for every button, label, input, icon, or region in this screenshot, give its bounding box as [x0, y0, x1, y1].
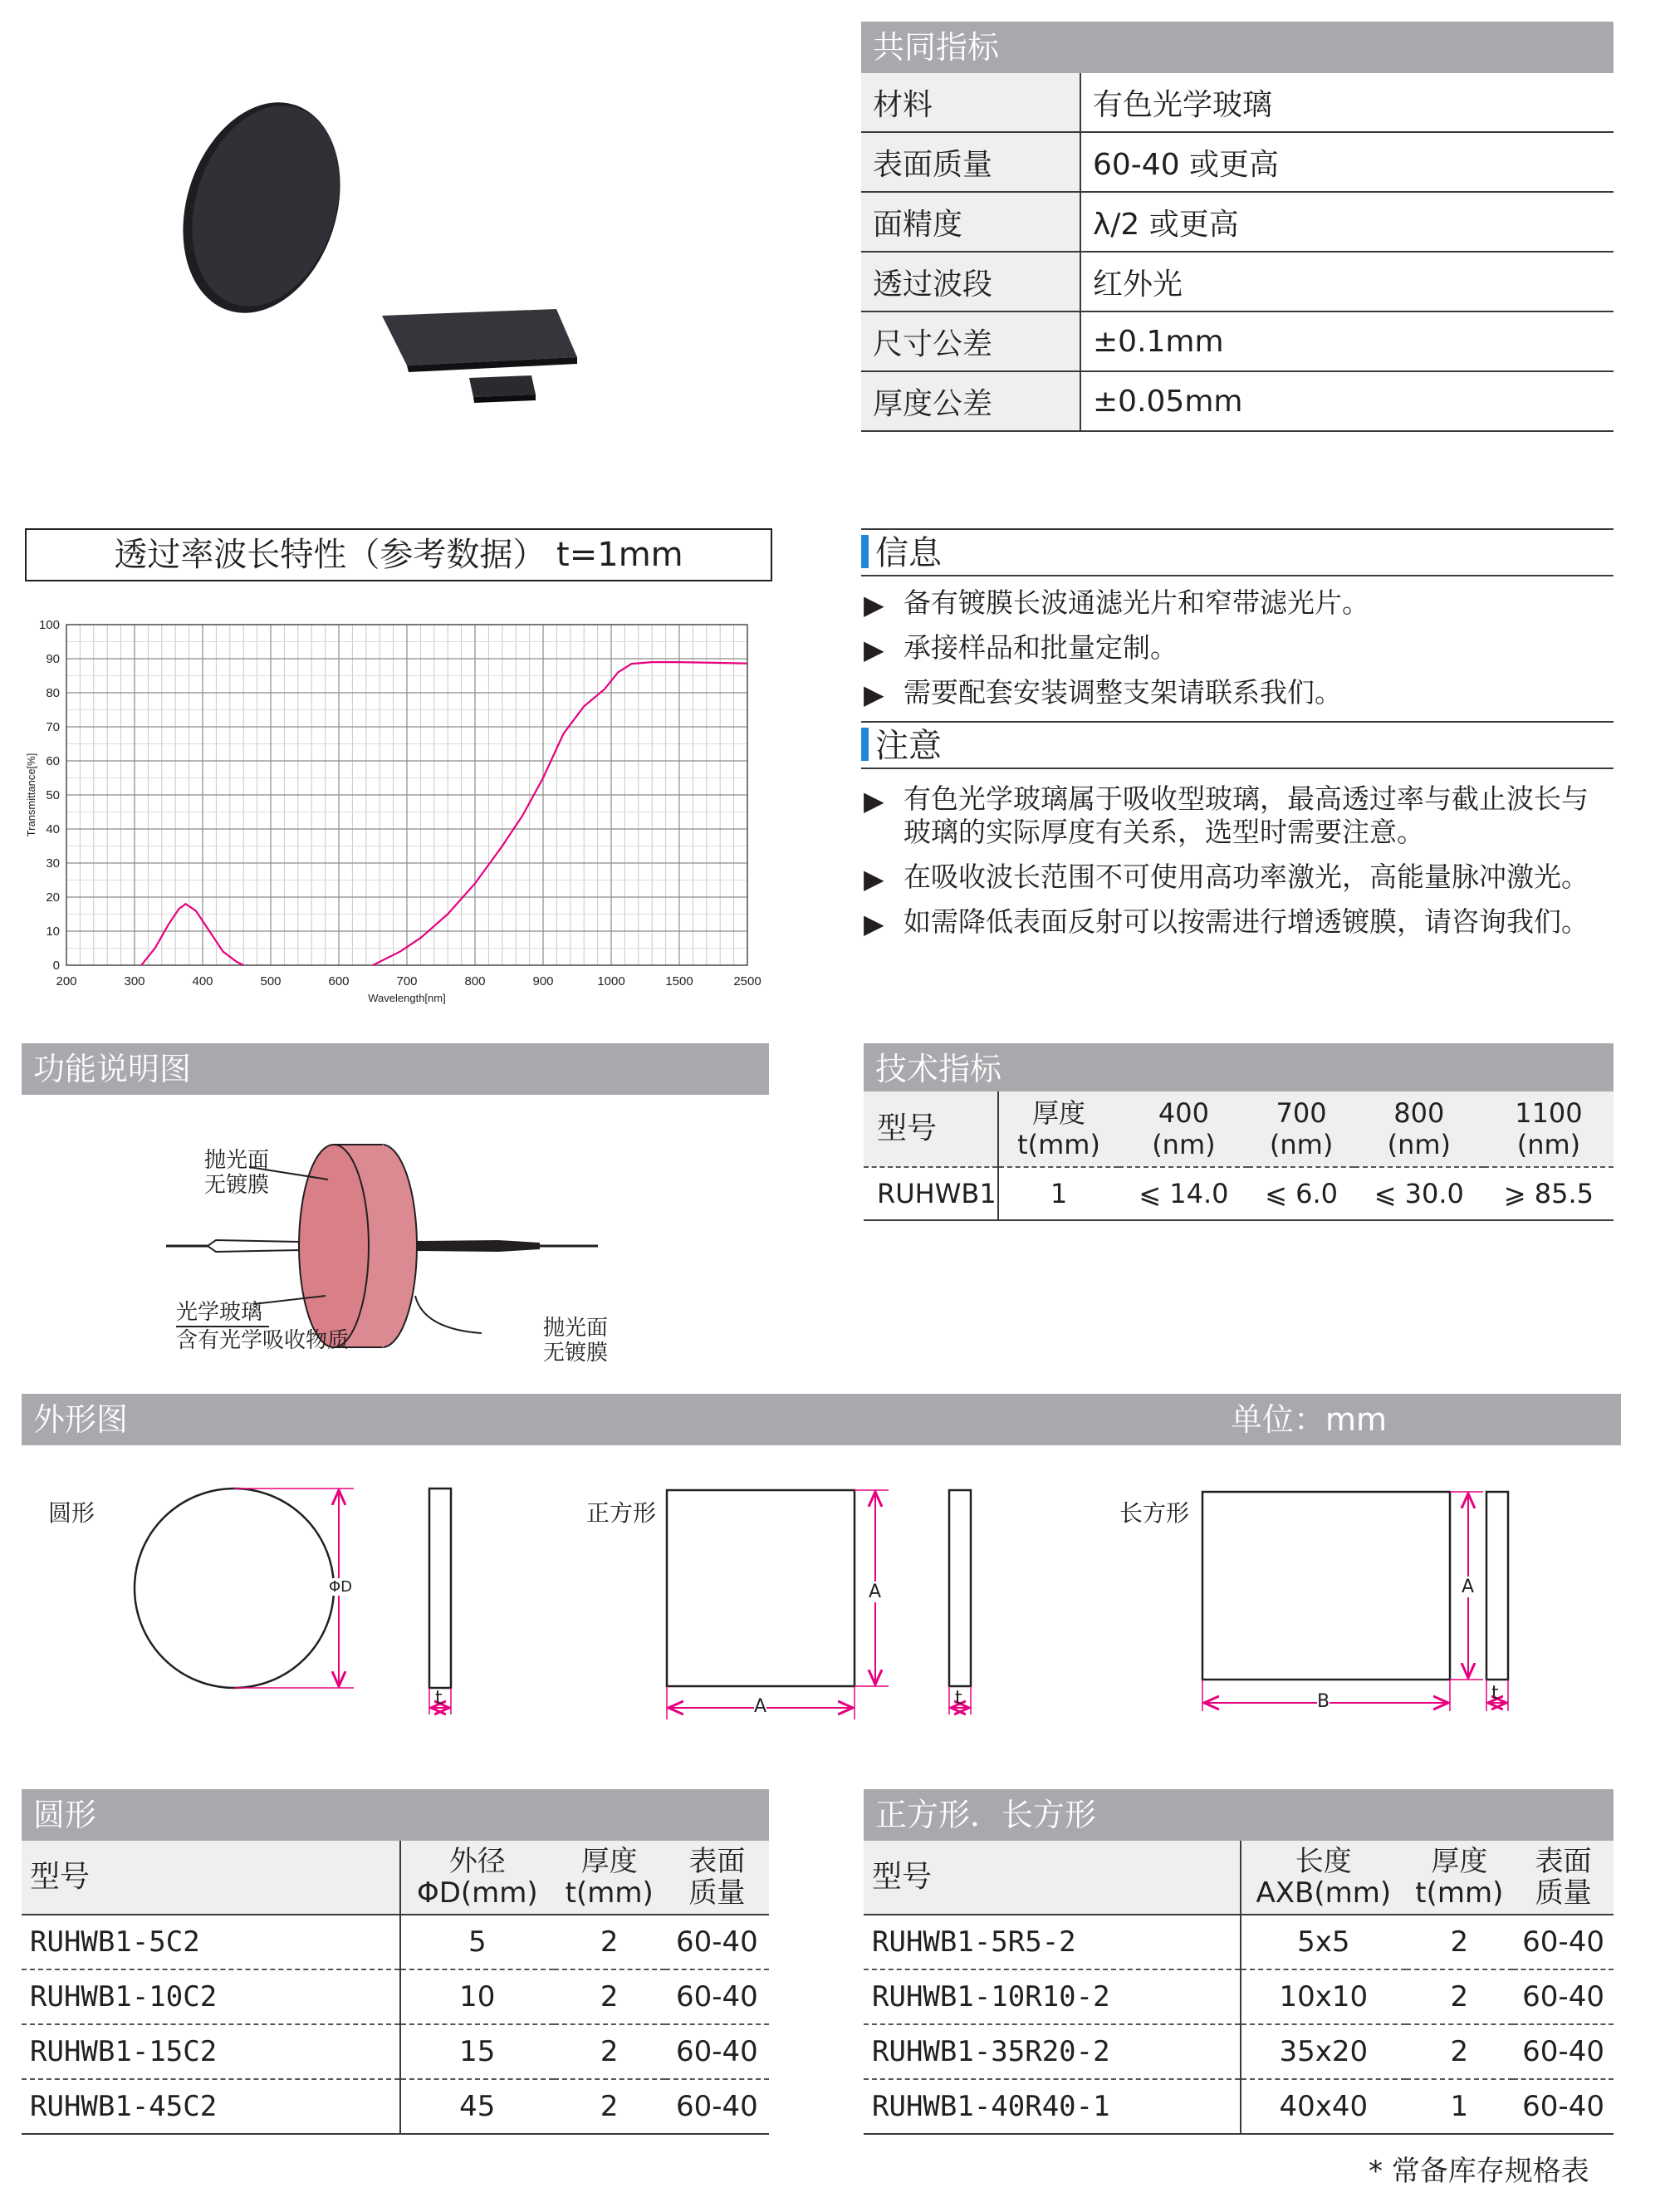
y-tick-label: 70 — [46, 720, 60, 734]
list-item — [864, 586, 1611, 620]
triangle-bullet-icon: ▶ — [864, 679, 884, 710]
note-text: 如需降低表面反射可以按需进行增透镀膜，请咨询我们。 — [904, 905, 1589, 938]
y-tick-label: 20 — [46, 890, 60, 905]
model-cell: RUHWB1-5R5-2 — [864, 1915, 1241, 1969]
x-tick-label: 500 — [260, 974, 282, 988]
spec-row — [861, 192, 1614, 252]
cell: 60-40 — [1513, 1969, 1614, 2024]
cell: 5 — [400, 1915, 554, 1969]
tech-table — [864, 1091, 1614, 1221]
cell: 15 — [400, 2024, 554, 2079]
note-text: 在吸收波长范围不可使用高功率激光，高能量脉冲激光。 — [904, 861, 1589, 893]
label-line: 抛光面 — [204, 1148, 270, 1173]
tech-cell: RUHWB1 — [864, 1167, 998, 1220]
x-tick-label: 200 — [56, 974, 77, 988]
x-tick-label: 400 — [192, 974, 213, 988]
cell: 2 — [1406, 1915, 1514, 1969]
col-header: 外径 ΦD(mm) — [400, 1841, 554, 1915]
function-title: 功能说明图 — [22, 1043, 769, 1095]
cell: 1 — [1406, 2079, 1514, 2134]
cell: 2 — [554, 2079, 665, 2134]
table-row — [864, 1969, 1614, 2024]
info-text: 需要配套安装调整支架请联系我们。 — [904, 676, 1342, 709]
dim-b-label: B — [1317, 1691, 1330, 1712]
rect-table — [864, 1841, 1614, 2135]
rect-table-title: 正方形．长方形 — [864, 1789, 1614, 1841]
cell: 60-40 — [1513, 2079, 1614, 2134]
table-row — [22, 1969, 769, 2024]
square-label: 正方形 — [586, 1499, 657, 1527]
list-item — [864, 861, 1611, 894]
cell: 60-40 — [665, 2079, 769, 2134]
list-item — [864, 676, 1611, 709]
dim-a-label: A — [754, 1696, 767, 1717]
spec-value: ±0.05mm — [1080, 371, 1614, 431]
cell: 40x40 — [1241, 2079, 1406, 2134]
tech-cell: ⩽ 6.0 — [1248, 1167, 1354, 1220]
spec-value: 60-40 或更高 — [1080, 132, 1614, 192]
spec-row — [861, 371, 1614, 431]
table-row — [22, 1915, 769, 1969]
y-tick-label: 60 — [46, 754, 60, 768]
y-tick-label: 50 — [46, 788, 60, 802]
cell: 60-40 — [665, 1969, 769, 2024]
y-tick-label: 40 — [46, 822, 60, 836]
info-title: 信息 — [875, 534, 942, 572]
cell: 45 — [400, 2079, 554, 2134]
cell: 2 — [1406, 1969, 1514, 2024]
cell: 60-40 — [1513, 1915, 1614, 1969]
tech-cell: ⩽ 30.0 — [1354, 1167, 1484, 1220]
label-left — [176, 1299, 349, 1354]
cell: 2 — [554, 2024, 665, 2079]
cell: 5x5 — [1241, 1915, 1406, 1969]
model-cell: RUHWB1-45C2 — [22, 2079, 400, 2134]
table-row — [864, 2079, 1614, 2134]
y-tick-label: 30 — [46, 856, 60, 871]
heading-marker — [861, 535, 869, 568]
x-tick-label: 600 — [328, 974, 350, 988]
info-heading — [861, 528, 1614, 576]
triangle-bullet-icon: ▶ — [864, 785, 884, 817]
notes-list — [864, 782, 1611, 950]
label-line: 无镀膜 — [543, 1341, 609, 1366]
spec-row — [861, 252, 1614, 311]
col-header: 表面 质量 — [1513, 1841, 1614, 1915]
tech-cell: ⩾ 85.5 — [1484, 1167, 1614, 1220]
x-tick-label: 900 — [532, 974, 554, 988]
spec-value: 有色光学玻璃 — [1080, 73, 1614, 132]
cell: 2 — [554, 1969, 665, 2024]
cell: 2 — [554, 1915, 665, 1969]
col-header: 厚度 t(mm) — [1406, 1841, 1514, 1915]
transmittance-chart — [17, 606, 772, 1013]
spec-key: 厚度公差 — [861, 371, 1080, 431]
x-tick-label: 1500 — [665, 974, 693, 988]
cell: 10x10 — [1241, 1969, 1406, 2024]
y-tick-label: 100 — [38, 618, 60, 632]
spec-row — [861, 311, 1614, 371]
spec-value: 红外光 — [1080, 252, 1614, 311]
notes-title: 注意 — [875, 727, 942, 765]
tech-title: 技术指标 — [864, 1043, 1614, 1091]
dim-t-label: t — [435, 1688, 443, 1709]
x-tick-label: 2500 — [733, 974, 761, 988]
y-axis-label: Transmittance[%] — [25, 753, 37, 837]
spec-key: 尺寸公差 — [861, 311, 1080, 371]
y-tick-label: 10 — [46, 925, 60, 939]
notes-heading — [861, 721, 1614, 769]
list-item — [864, 631, 1611, 665]
y-tick-label: 0 — [52, 959, 60, 973]
col-header: 厚度 t(mm) — [554, 1841, 665, 1915]
x-tick-label: 1000 — [597, 974, 625, 988]
heading-marker — [861, 728, 869, 761]
dim-t-label: t — [1491, 1683, 1499, 1704]
x-tick-label: 700 — [396, 974, 418, 988]
round-table — [22, 1841, 769, 2135]
tech-header: 400 (nm) — [1119, 1091, 1248, 1167]
table-header-row — [22, 1841, 769, 1915]
y-tick-label: 90 — [46, 652, 60, 666]
outline-title: 外形图 — [33, 1401, 129, 1438]
triangle-bullet-icon: ▶ — [864, 863, 884, 895]
label-right — [543, 1316, 608, 1366]
tech-header: 厚度 t(mm) — [998, 1091, 1119, 1167]
spec-title: 共同指标 — [861, 22, 1614, 73]
spec-row — [861, 132, 1614, 192]
info-text: 承接样品和批量定制。 — [904, 631, 1178, 664]
label-line: 无镀膜 — [204, 1173, 270, 1198]
model-cell: RUHWB1-10C2 — [22, 1969, 400, 2024]
model-cell: RUHWB1-35R20-2 — [864, 2024, 1241, 2079]
model-cell: RUHWB1-40R40-1 — [864, 2079, 1241, 2134]
spec-row — [861, 73, 1614, 132]
outline-title-bar — [22, 1394, 1621, 1445]
spec-value: λ/2 或更高 — [1080, 192, 1614, 252]
table-row — [22, 2024, 769, 2079]
col-header: 型号 — [22, 1841, 400, 1915]
tech-header: 700 (nm) — [1248, 1091, 1354, 1167]
col-header: 表面 质量 — [665, 1841, 769, 1915]
dim-a-label: A — [1462, 1577, 1475, 1597]
y-tick-label: 80 — [46, 686, 60, 700]
x-axis-label: Wavelength[nm] — [368, 992, 446, 1004]
round-table-title: 圆形 — [22, 1789, 769, 1841]
series-line — [141, 662, 747, 965]
tech-header: 800 (nm) — [1354, 1091, 1484, 1167]
spec-key: 透过波段 — [861, 252, 1080, 311]
table-row — [864, 2024, 1614, 2079]
label-top — [204, 1148, 269, 1198]
triangle-bullet-icon: ▶ — [864, 908, 884, 939]
label-line: 含有光学吸收物质 — [176, 1328, 350, 1353]
spec-table — [861, 73, 1614, 432]
spec-key: 面精度 — [861, 192, 1080, 252]
chart-title: 透过率波长特性（参考数据） t=1mm — [25, 528, 772, 581]
label-line: 光学玻璃 — [176, 1299, 269, 1327]
col-header: 型号 — [864, 1841, 1241, 1915]
x-tick-label: 300 — [124, 974, 145, 988]
x-tick-label: 800 — [464, 974, 486, 988]
dim-d-label: ΦD — [329, 1578, 353, 1596]
outline-unit: 单位：mm — [1231, 1401, 1388, 1438]
table-row — [864, 1915, 1614, 1969]
triangle-bullet-icon: ▶ — [864, 634, 884, 665]
circle-label: 圆形 — [48, 1499, 95, 1527]
cell: 60-40 — [665, 1915, 769, 1969]
cell: 60-40 — [665, 2024, 769, 2079]
spec-value: ±0.1mm — [1080, 311, 1614, 371]
info-list — [864, 586, 1611, 721]
tech-cell: ⩽ 14.0 — [1119, 1167, 1248, 1220]
model-cell: RUHWB1-15C2 — [22, 2024, 400, 2079]
triangle-bullet-icon: ▶ — [864, 589, 884, 620]
model-cell: RUHWB1-10R10-2 — [864, 1969, 1241, 2024]
dim-a-label: A — [869, 1582, 882, 1602]
cell: 60-40 — [1513, 2024, 1614, 2079]
tech-header: 1100 (nm) — [1484, 1091, 1614, 1167]
dim-t-label: t — [955, 1688, 962, 1709]
spec-key: 表面质量 — [861, 132, 1080, 192]
info-text: 备有镀膜长波通滤光片和窄带滤光片。 — [904, 586, 1369, 619]
tech-cell: 1 — [998, 1167, 1119, 1220]
table-header-row — [864, 1841, 1614, 1915]
note-text: 有色光学玻璃属于吸收型玻璃，最高透过率与截止波长与玻璃的实际厚度有关系，选型时需要注意。 — [904, 782, 1589, 848]
cell: 10 — [400, 1969, 554, 2024]
tech-header-row — [864, 1091, 1614, 1167]
rect-label: 长方形 — [1119, 1499, 1190, 1527]
table-row — [864, 1167, 1614, 1220]
list-item — [864, 782, 1611, 849]
footnote: * 常备库存规格表 — [1369, 2155, 1589, 2188]
outline-drawings — [0, 1462, 1665, 1728]
spec-key: 材料 — [861, 73, 1080, 132]
product-photo — [183, 91, 581, 407]
label-line: 抛光面 — [543, 1316, 609, 1341]
col-header: 长度 AXB(mm) — [1241, 1841, 1406, 1915]
cell: 35x20 — [1241, 2024, 1406, 2079]
table-row — [22, 2079, 769, 2134]
model-cell: RUHWB1-5C2 — [22, 1915, 400, 1969]
list-item — [864, 905, 1611, 939]
cell: 2 — [1406, 2024, 1514, 2079]
tech-header: 型号 — [864, 1091, 998, 1167]
